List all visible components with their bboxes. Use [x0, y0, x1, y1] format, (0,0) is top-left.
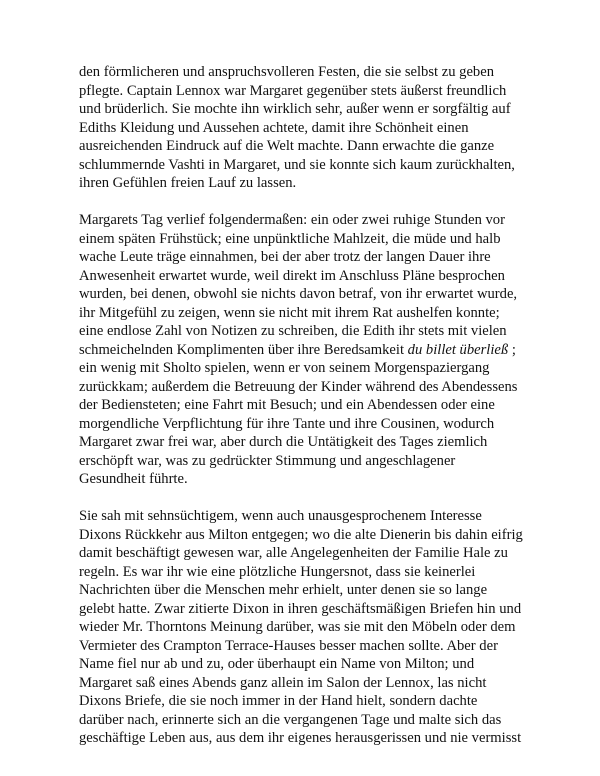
- text-line: ihren Gefühlen freien Lauf zu lassen.: [79, 175, 297, 191]
- text-line: Vermieter des Crampton Terrace-Hauses besser machen sollte. Aber der: [79, 637, 498, 654]
- text-line: gelebt hatte. Zwar zitierte Dixon in ihren geschäftsmäßigen Briefen hin und: [79, 600, 522, 617]
- text-line: wache Leute träge einnahmen, bei der aber trotz der langen Dauer ihre: [79, 249, 491, 265]
- text-line: Dixons Briefe, die sie noch immer in der Hand hielt, sondern dachte: [79, 693, 478, 709]
- text-line: ein wenig mit Sholto spielen, wenn er von seinem Morgenspaziergang: [79, 360, 490, 376]
- text-segment: schmeichelnden Komplimenten über ihre Beredsamkeit: [79, 341, 408, 358]
- text-line: pflegte. Captain Lennox war Margaret gegenüber stets äußerst freundlich: [79, 82, 507, 99]
- text-line: der Bediensteten; eine Fahrt mit Besuch; und ein Abendessen oder eine: [79, 397, 495, 413]
- text-line: regeln. Es war ihr wie eine plötzliche Hungersnot, dass sie keinerlei: [79, 563, 476, 580]
- text-line: geschäftige Leben aus, aus dem ihr eigenes herausgerissen und nie vermisst: [79, 730, 522, 746]
- text-line-with-italic: [79, 341, 529, 360]
- text-line: Ediths Kleidung und Aussehen achtete, damit ihre Schönheit einen: [79, 119, 469, 136]
- text-line: ausreichenden Eindruck auf die Welt machte. Dann erwachte die ganze: [79, 138, 495, 154]
- text-line: Nachrichten über die Menschen mehr erhielt, unter denen sie so lange: [79, 582, 488, 598]
- text-line: und brüderlich. Sie mochte ihn wirklich sehr, außer wenn er sorgfältig auf: [79, 101, 511, 117]
- text-line: den förmlicheren und anspruchsvolleren Festen, die sie selbst zu geben: [79, 64, 494, 80]
- text-line: damit beschäftigt gewesen war, alle Angelegenheiten der Familie Hale zu: [79, 545, 508, 561]
- paragraph-3: [79, 507, 529, 748]
- text-line: wieder Mr. Thorntons Meinung darüber, was sie mit den Möbeln oder dem: [79, 619, 516, 635]
- text-line: Margaret zwar frei war, aber durch die Untätigkeit des Tages ziemlich: [79, 434, 488, 450]
- text-segment: ;: [508, 341, 516, 358]
- text-line: eine endlose Zahl von Notizen zu schreiben, die Edith ihr stets mit vielen: [79, 323, 507, 339]
- text-line: einem späten Frühstück; eine unpünktliche Mahlzeit, die müde und halb: [79, 230, 501, 247]
- text-line: Dixons Rückkehr aus Milton entgegen; wo die alte Dienerin bis dahin eifrig: [79, 526, 523, 543]
- text-line: erschöpft war, was zu gedrückter Stimmung und angeschlagener: [79, 452, 456, 469]
- text-line: Margaret saß eines Abends ganz allein im Salon der Lennox, las nicht: [79, 674, 487, 691]
- text-line: Anwesenheit erwartet wurde, weil direkt im Anschluss Pläne besprochen: [79, 267, 505, 284]
- document-body: [79, 63, 529, 766]
- italic-phrase: du billet überließ: [407, 341, 509, 358]
- text-line: darüber nach, erinnerte sich an die vergangenen Tage und malte sich das: [79, 711, 502, 728]
- text-line: Sie sah mit sehnsüchtigem, wenn auch unausgesprochenem Interesse: [79, 508, 482, 524]
- paragraph-2: [79, 211, 529, 489]
- text-line: Margarets Tag verlief folgendermaßen: ein oder zwei ruhige Stunden vor: [79, 212, 505, 228]
- paragraph-1: [79, 63, 529, 193]
- text-line: schlummernde Vashti in Margaret, und sie konnte sich kaum zurückhalten,: [79, 156, 515, 173]
- text-line: zurückkam; außerdem die Betreuung der Kinder während des Abendessens: [79, 378, 518, 395]
- text-line: Gesundheit führte.: [79, 471, 188, 487]
- text-line: Name fiel nur ab und zu, oder überhaupt ein Name von Milton; und: [79, 656, 475, 672]
- text-line: wurden, bei denen, obwohl sie nichts davon betraf, von ihr erwartet wurde,: [79, 286, 518, 302]
- text-line: ihr Mitgefühl zu zeigen, wenn sie nicht mit ihrem Rat aushelfen konnte;: [79, 304, 500, 321]
- text-line: morgendliche Verpflichtung für ihre Tante und ihre Cousinen, wodurch: [79, 415, 495, 432]
